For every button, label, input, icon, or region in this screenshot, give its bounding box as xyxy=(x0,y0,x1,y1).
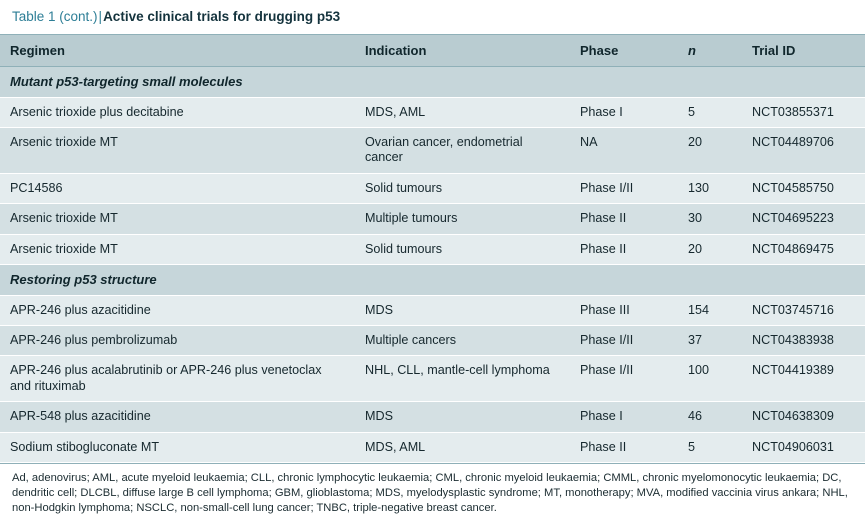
column-header-regimen: Regimen xyxy=(0,34,355,66)
table-caption xyxy=(0,0,865,34)
cell-n: 5 xyxy=(680,432,742,462)
cell-indication: Solid tumours xyxy=(355,234,570,264)
cell-n: 30 xyxy=(680,204,742,234)
cell-trial-id: NCT04869475 xyxy=(742,234,865,264)
cell-n: 154 xyxy=(680,295,742,325)
table-header xyxy=(0,34,865,66)
table-row xyxy=(0,432,865,462)
cell-regimen: Arsenic trioxide MT xyxy=(0,234,355,264)
cell-n: 20 xyxy=(680,234,742,264)
cell-indication: Solid tumours xyxy=(355,173,570,203)
table-number: Table 1 (cont.) xyxy=(12,9,98,24)
table-footnote xyxy=(0,463,865,522)
header-row xyxy=(0,34,865,66)
cell-indication: Ovarian cancer, endometrial cancer xyxy=(355,128,570,174)
footnote-text: Ad, adenovirus; AML, acute myeloid leukaemia; CLL, chronic lymphocytic leukaemia; CML, chronic myeloid leukaemia; CMML, chronic myelomonocytic leukaemia; DC, dendritic cell; DLCBL, diffuse large B cell lymphoma; GBM, glioblastoma; MDS, myelodysplastic syndrome; MT, monotherapy; MVA, modified vaccinia virus ankara; NHL, non-Hodgkin lymphoma; NSCLC, non-small-cell lung cancer; TNBC, triple-negative breast cancer. xyxy=(12,471,848,515)
cell-trial-id: NCT04489706 xyxy=(742,128,865,174)
cell-phase: Phase II xyxy=(570,432,680,462)
cell-regimen: Arsenic trioxide plus decitabine xyxy=(0,97,355,127)
cell-regimen: PC14586 xyxy=(0,173,355,203)
clinical-trials-table xyxy=(0,34,865,463)
cell-trial-id: NCT03855371 xyxy=(742,97,865,127)
table-section-row xyxy=(0,264,865,295)
section-label: Restoring p53 structure xyxy=(0,264,865,295)
table-body xyxy=(0,66,865,462)
cell-phase: Phase I/II xyxy=(570,326,680,356)
cell-phase: Phase III xyxy=(570,295,680,325)
column-header-n: n xyxy=(680,34,742,66)
column-header-indication: Indication xyxy=(355,34,570,66)
cell-phase: Phase I xyxy=(570,97,680,127)
table-row xyxy=(0,295,865,325)
cell-n: 20 xyxy=(680,128,742,174)
cell-indication: MDS xyxy=(355,402,570,432)
cell-n: 5 xyxy=(680,97,742,127)
cell-phase: Phase I xyxy=(570,402,680,432)
cell-phase: NA xyxy=(570,128,680,174)
cell-n: 37 xyxy=(680,326,742,356)
cell-trial-id: NCT04585750 xyxy=(742,173,865,203)
table-title: Active clinical trials for drugging p53 xyxy=(103,9,341,24)
cell-trial-id: NCT03745716 xyxy=(742,295,865,325)
caption-separator: | xyxy=(98,9,103,24)
cell-phase: Phase II xyxy=(570,234,680,264)
cell-indication: MDS xyxy=(355,295,570,325)
table-row xyxy=(0,128,865,174)
column-header-phase: Phase xyxy=(570,34,680,66)
cell-trial-id: NCT04419389 xyxy=(742,356,865,402)
cell-n: 130 xyxy=(680,173,742,203)
cell-regimen: Sodium stibogluconate MT xyxy=(0,432,355,462)
cell-phase: Phase II xyxy=(570,204,680,234)
cell-regimen: Arsenic trioxide MT xyxy=(0,128,355,174)
cell-indication: NHL, CLL, mantle-cell lymphoma xyxy=(355,356,570,402)
cell-indication: MDS, AML xyxy=(355,432,570,462)
table-row xyxy=(0,97,865,127)
section-label: Mutant p53-targeting small molecules xyxy=(0,66,865,97)
table-row xyxy=(0,402,865,432)
cell-regimen: APR-246 plus pembrolizumab xyxy=(0,326,355,356)
table-row xyxy=(0,326,865,356)
table-row xyxy=(0,356,865,402)
cell-trial-id: NCT04906031 xyxy=(742,432,865,462)
cell-phase: Phase I/II xyxy=(570,356,680,402)
column-header-trial-id: Trial ID xyxy=(742,34,865,66)
cell-indication: MDS, AML xyxy=(355,97,570,127)
table-row xyxy=(0,204,865,234)
table-row xyxy=(0,173,865,203)
cell-trial-id: NCT04638309 xyxy=(742,402,865,432)
cell-regimen: APR-246 plus acalabrutinib or APR-246 plus venetoclax and rituximab xyxy=(0,356,355,402)
table-section-row xyxy=(0,66,865,97)
table-row xyxy=(0,234,865,264)
cell-trial-id: NCT04695223 xyxy=(742,204,865,234)
cell-phase: Phase I/II xyxy=(570,173,680,203)
cell-indication: Multiple cancers xyxy=(355,326,570,356)
cell-trial-id: NCT04383938 xyxy=(742,326,865,356)
cell-indication: Multiple tumours xyxy=(355,204,570,234)
cell-n: 46 xyxy=(680,402,742,432)
cell-regimen: APR-246 plus azacitidine xyxy=(0,295,355,325)
cell-regimen: APR-548 plus azacitidine xyxy=(0,402,355,432)
cell-n: 100 xyxy=(680,356,742,402)
cell-regimen: Arsenic trioxide MT xyxy=(0,204,355,234)
